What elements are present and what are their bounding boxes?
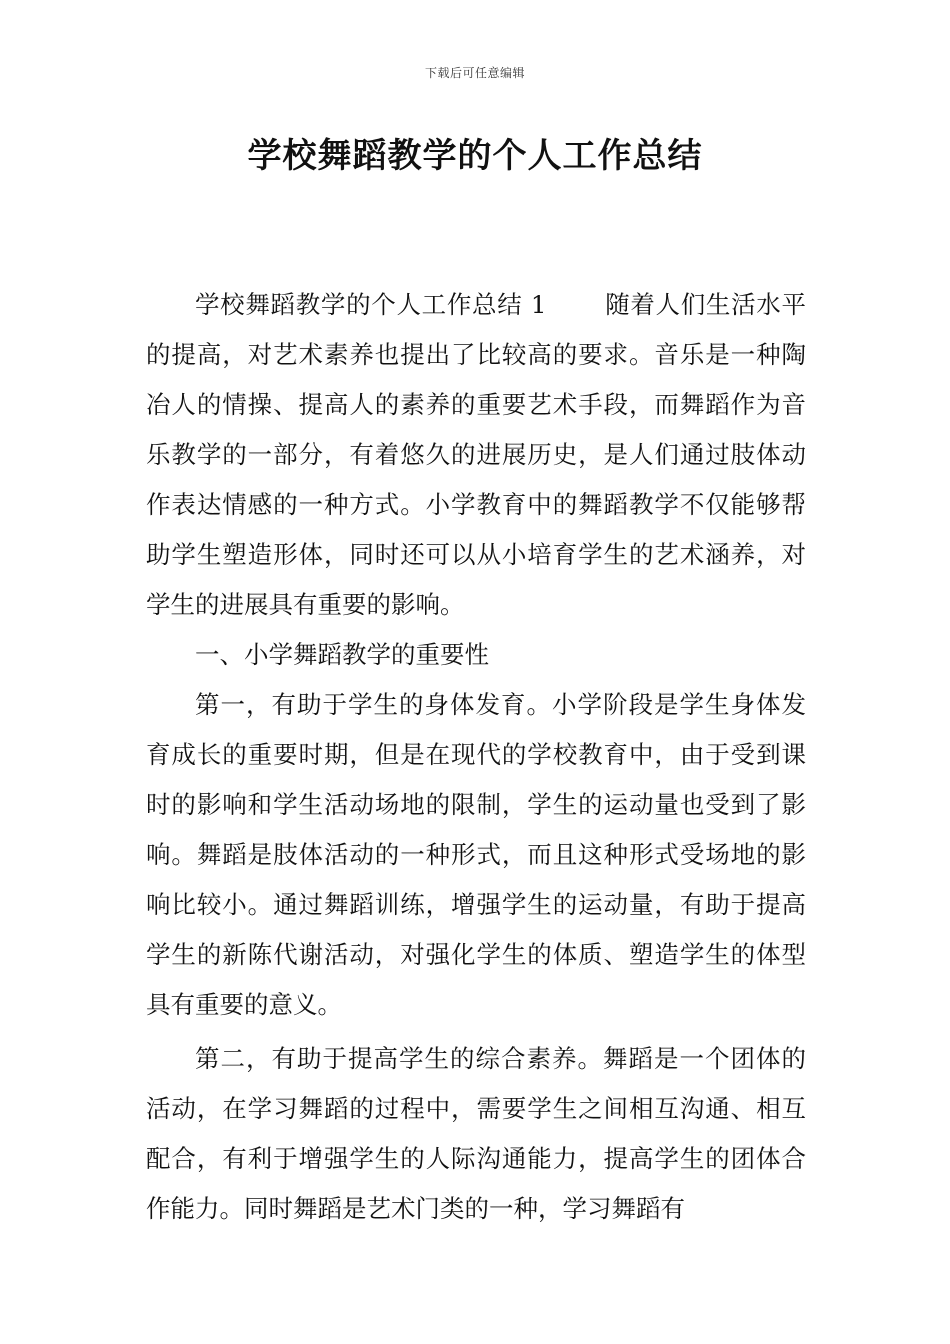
paragraph-1-text: 随着人们生活水平的提高，对艺术素养也提出了比较高的要求。音乐是一种陶冶人的情操、提高人的素养的重要艺术手段，而舞蹈作为音乐教学的一部分，有着悠久的进展历史，是人们通过肢体动作表达情感的一种方式。小学教育中的舞蹈教学不仅能够帮助学生塑造形体，同时还可以从小培育学生的艺术涵养，对学生的进展具有重要的影响。 [146,290,806,619]
intro-paragraph [146,280,806,630]
section-heading-1: 一、小学舞蹈教学的重要性 [195,640,489,669]
header-note: 下载后可任意编辑 [424,66,525,80]
intro-label: 学校舞蹈教学的个人工作总结 1 [195,290,547,319]
paragraph-3: 第二，有助于提高学生的综合素养。舞蹈是一个团体的活动，在学习舞蹈的过程中，需要学生之间相互沟通、相互配合，有利于增强学生的人际沟通能力，提高学生的团体合作能力。同时舞蹈是艺术门类的一种，学习舞蹈有 [146,1044,806,1223]
document-body [146,280,806,1234]
document-title: 学校舞蹈教学的个人工作总结 [247,136,703,176]
paragraph-2: 第一，有助于学生的身体发育。小学阶段是学生身体发育成长的重要时期，但是在现代的学校教育中，由于受到课时的影响和学生活动场地的限制，学生的运动量也受到了影响。舞蹈是肢体活动的一种形式，而且这种形式受场地的影响比较小。通过舞蹈训练，增强学生的运动量，有助于提高学生的新陈代谢活动，对强化学生的体质、塑造学生的体型具有重要的意义。 [146,690,806,1019]
